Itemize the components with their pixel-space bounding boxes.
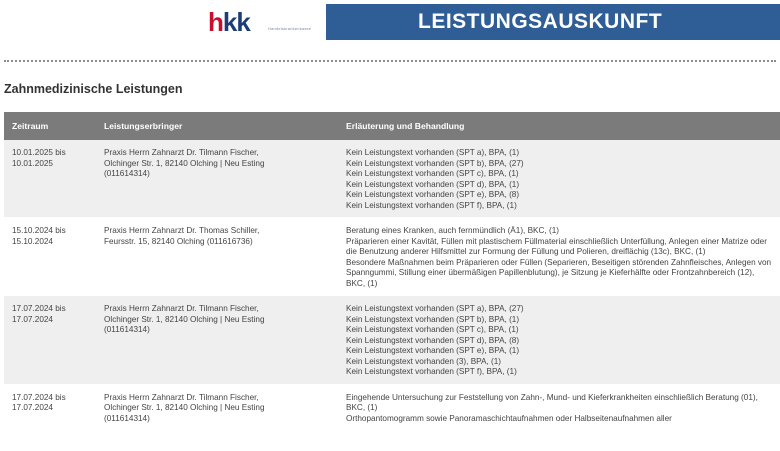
- treatment-line: Präparieren einer Kavität, Füllen mit plastischem Füllmaterial einschließlich Unterfüllung, Anlegen einer Matrize oder die Benutzung anderer Hilfsmittel zur Formung der Füllung und Polieren, dreiflächig (13c), BKC, (1): [346, 236, 767, 256]
- treatment-line: Eingehende Untersuchung zur Feststellung von Zahn-, Mund- und Kieferkrankheiten einschließlich Beratung (01), BKC, (1): [346, 392, 758, 412]
- date-from: 17.07.2024 bis: [12, 304, 66, 313]
- treatment-cell: [338, 296, 780, 385]
- treatment-line: Kein Leistungstext vorhanden (SPT e), BPA, (8): [346, 190, 520, 199]
- provider-line: (011614314): [104, 325, 150, 334]
- treatment-line: Orthopantomogramm sowie Panoramaschichtaufnahmen oder Halbseitenaufnahmen aller: [346, 413, 672, 423]
- services-table: [4, 112, 780, 431]
- date-to: 17.07.2024: [12, 314, 53, 324]
- provider-line: Praxis Herrn Zahnarzt Dr. Tilmann Fischer,: [104, 304, 259, 313]
- treatment-cell: [338, 384, 780, 431]
- date-from: 17.07.2024 bis: [12, 392, 66, 402]
- date-to: 10.01.2025: [12, 158, 53, 168]
- table-header-row: [4, 112, 780, 140]
- treatment-line: Kein Leistungstext vorhanden (SPT f), BPA, (1): [346, 367, 517, 376]
- treatment-line: Kein Leistungstext vorhanden (SPT d), BPA, (8): [346, 335, 520, 345]
- logo-letters-kk: kk: [222, 7, 250, 37]
- dotted-divider: [4, 60, 776, 62]
- provider-cell: [96, 140, 338, 218]
- column-header-provider: Leistungserbringer: [96, 112, 338, 140]
- logo-letter-h: h: [208, 7, 223, 37]
- logo-tagline: Handelskrankenkasse: [268, 26, 312, 31]
- period-cell: [4, 296, 96, 385]
- treatment-cell: [338, 218, 780, 296]
- treatment-cell: [338, 140, 780, 218]
- provider-line: Feursstr. 15, 82140 Olching (011616736): [104, 236, 253, 246]
- provider-line: Olchinger Str. 1, 82140 Olching | Neu Esting: [104, 158, 265, 168]
- date-from: 15.10.2024 bis: [12, 226, 66, 235]
- table-row: [4, 140, 780, 218]
- treatment-line: Kein Leistungstext vorhanden (SPT b), BPA, (27): [346, 158, 524, 168]
- treatment-line: Besondere Maßnahmen beim Präparieren oder Füllen (Separieren, Beseitigen störenden Zahnfleisches, Anlegen von Spanngummi, Stillung einer übermäßigen Papillenblutung), je Sitzung je Kieferhälfte oder Frontzahnbereich (12), BKC, (1): [346, 257, 772, 288]
- treatment-line: Kein Leistungstext vorhanden (SPT b), BPA, (1): [346, 314, 520, 324]
- period-cell: [4, 218, 96, 296]
- provider-line: Praxis Herrn Zahnarzt Dr. Tilmann Fischer,: [104, 148, 259, 157]
- provider-line: (011614314): [104, 169, 150, 178]
- column-header-treatment: Erläuterung und Behandlung: [338, 112, 780, 140]
- date-to: 17.07.2024: [12, 403, 53, 412]
- date-from: 10.01.2025 bis: [12, 148, 66, 157]
- provider-line: Olchinger Str. 1, 82140 Olching | Neu Esting: [104, 314, 265, 324]
- treatment-line: Kein Leistungstext vorhanden (SPT f), BPA, (1): [346, 200, 517, 210]
- treatment-line: Kein Leistungstext vorhanden (SPT c), BPA, (1): [346, 169, 519, 178]
- report-header: [0, 0, 780, 42]
- provider-line: (011614314): [104, 413, 150, 423]
- treatment-line: Kein Leistungstext vorhanden (SPT d), BPA, (1): [346, 179, 520, 189]
- hkk-logo: [208, 8, 250, 36]
- treatment-line: Kein Leistungstext vorhanden (SPT a), BPA, (27): [346, 304, 524, 313]
- column-header-period: Zeitraum: [4, 112, 96, 140]
- provider-line: Olchinger Str. 1, 82140 Olching | Neu Esting: [104, 403, 265, 412]
- treatment-line: Kein Leistungstext vorhanden (SPT a), BPA, (1): [346, 148, 520, 157]
- date-to: 15.10.2024: [12, 236, 53, 246]
- provider-line: Praxis Herrn Zahnarzt Dr. Thomas Schiller,: [104, 226, 260, 235]
- table-row: [4, 296, 780, 385]
- treatment-line: Beratung eines Kranken, auch fernmündlich (Ä1), BKC, (1): [346, 226, 559, 235]
- provider-line: Praxis Herrn Zahnarzt Dr. Tilmann Fischer,: [104, 392, 259, 402]
- provider-cell: [96, 218, 338, 296]
- provider-cell: [96, 384, 338, 431]
- report-banner: LEISTUNGSAUSKUNFT: [326, 4, 780, 40]
- period-cell: [4, 384, 96, 431]
- treatment-line: Kein Leistungstext vorhanden (SPT e), BPA, (1): [346, 346, 520, 355]
- treatment-line: Kein Leistungstext vorhanden (3), BPA, (1): [346, 356, 502, 366]
- table-row: [4, 218, 780, 296]
- treatment-line: Kein Leistungstext vorhanden (SPT c), BPA, (1): [346, 325, 519, 334]
- period-cell: [4, 140, 96, 218]
- section-title: Zahnmedizinische Leistungen: [4, 82, 183, 96]
- table-row: [4, 384, 780, 431]
- provider-cell: [96, 296, 338, 385]
